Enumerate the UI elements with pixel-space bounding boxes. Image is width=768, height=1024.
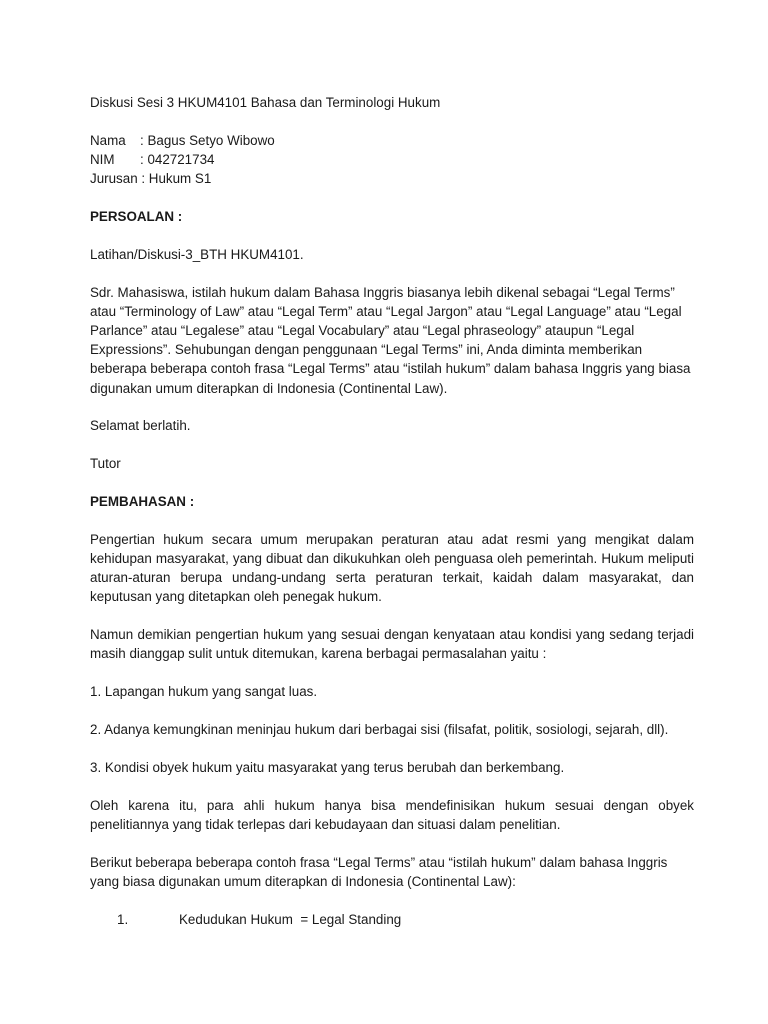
difficulty-paragraph: Namun demikian pengertian hukum yang sesuai dengan kenyataan atau kondisi yang sedang terjadi masih dianggap sulit untuk ditemukan, karena berbagai permasalahan yaitu :	[90, 627, 694, 662]
point-item: 3. Kondisi obyek hukum yaitu masyarakat yang terus berubah dan berkembang.	[90, 759, 565, 775]
examples-intro-paragraph: Berikut beberapa beberapa contoh frasa “Legal Terms” atau “istilah hukum” dalam bahasa Inggris yang biasa digunakan umum diterapkan di Indonesia (Continental Law):	[90, 854, 668, 889]
conclusion-paragraph: Oleh karena itu, para ahli hukum hanya bisa mendefinisikan hukum sesuai dengan obyek penelitiannya yang tidak terlepas dari kebudayaan dan situasi dalam penelitian.	[90, 797, 694, 832]
student-identity	[90, 131, 694, 189]
name-label: Nama	[90, 132, 126, 148]
document-page	[90, 93, 694, 929]
closing-text: Selamat berlatih.	[90, 418, 191, 434]
nim-value: : 042721734	[140, 152, 215, 167]
tutor-signature: Tutor	[90, 456, 121, 472]
pembahasan-heading: PEMBAHASAN :	[90, 494, 195, 509]
term-text: Kedudukan Hukum = Legal Standing	[179, 911, 402, 927]
name-row	[90, 131, 694, 150]
definition-paragraph: Pengertian hukum secara umum merupakan peraturan atau adat resmi yang mengikat dalam kehidupan masyarakat, yang dibuat dan dikukuhkan oleh penguasa oleh pemerintah. Hukum meliputi aturan-aturan berupa undang-undang serta peraturan terkait, kaidah dalam masyarakat, dan keputusan yang ditetapkan oleh penegak hukum.	[90, 531, 694, 605]
name-value: : Bagus Setyo Wibowo	[140, 132, 275, 148]
nim-label: NIM	[90, 152, 115, 167]
major-text: Jurusan : Hukum S1	[90, 171, 212, 187]
nim-row	[90, 150, 694, 169]
point-item: 2. Adanya kemungkinan meninjau hukum dari berbagai sisi (filsafat, politik, sosiologi, sejarah, dll).	[90, 722, 669, 737]
term-number: 1.	[117, 911, 129, 927]
persoalan-heading: PERSOALAN :	[90, 209, 183, 224]
term-item	[90, 910, 694, 929]
point-item: 1. Lapangan hukum yang sangat luas.	[90, 684, 318, 700]
document-title: Diskusi Sesi 3 HKUM4101 Bahasa dan Terminologi Hukum	[90, 95, 441, 110]
question-paragraph: Sdr. Mahasiswa, istilah hukum dalam Bahasa Inggris biasanya lebih dikenal sebagai “Legal Terms” atau “Terminology of Law” atau “Legal Term” atau “Legal Jargon” atau “Legal Language” atau “Legal Parlance” atau “Legalese” atau “Legal Vocabulary” atau “Legal phraseology” ataupun “Legal Expressions”. Sehubungan dengan penggunaan “Legal Terms” ini, Anda diminta memberikan beberapa beberapa contoh frasa “Legal Terms” atau “istilah hukum” dalam bahasa Inggris yang biasa digunakan umum diterapkan di Indonesia (Continental Law).	[90, 284, 691, 396]
major-row	[90, 169, 694, 188]
latihan-line: Latihan/Diskusi-3_BTH HKUM4101.	[90, 246, 304, 262]
